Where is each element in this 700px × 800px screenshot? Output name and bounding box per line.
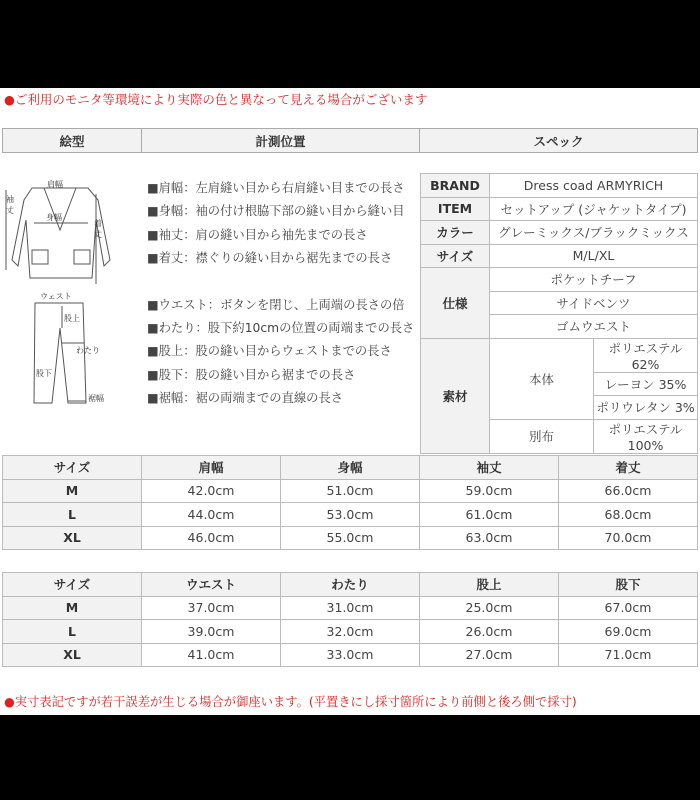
label-inseam: 股下 (36, 369, 52, 378)
spec-label-features: 仕様 (421, 268, 490, 339)
col-header: 肩幅 (142, 456, 281, 480)
spec-feature: サイドベンツ (490, 291, 698, 315)
spec-material: ポリウレタン 3% (594, 396, 698, 420)
spec-other-label: 別布 (490, 419, 594, 453)
color-notice: ●ご利用のモニタ等環境により実際の色と異なって見える場合がございます (4, 92, 428, 107)
table-row (3, 479, 698, 503)
value-cell: 42.0cm (142, 479, 281, 503)
measurement-hem: ■裾幅：裾の両端までの直線の長さ (147, 391, 344, 405)
spec-label-item: ITEM (421, 197, 490, 221)
spec-feature: ポケットチーフ (490, 268, 698, 292)
value-cell: 66.0cm (559, 479, 698, 503)
value-cell: 61.0cm (420, 503, 559, 527)
value-cell: 26.0cm (420, 620, 559, 644)
measurement-waist: ■ウエスト：ボタンを閉じ、上両端の長さの倍 (147, 298, 405, 312)
value-cell: 27.0cm (420, 643, 559, 667)
label-length: 着丈 (94, 219, 102, 239)
measurement-notice: ●実寸表記ですが若干誤差が生じる場合が御座います。(平置きにし採寸箇所により前側と後ろ側で採寸) (4, 695, 577, 709)
size-cell: M (3, 596, 142, 620)
label-sleeve: 袖丈 (6, 195, 14, 215)
label-rise: 股上 (64, 314, 80, 323)
header-spec: スペック (420, 129, 698, 153)
table-row (3, 643, 698, 667)
spec-table (420, 173, 698, 454)
spec-label-color: カラー (421, 221, 490, 245)
section-header (2, 128, 698, 153)
measurement-inseam: ■股下：股の縫い目から裾までの長さ (147, 368, 356, 382)
col-header: 股下 (559, 573, 698, 597)
label-chest: 身幅 (46, 213, 62, 222)
col-header: サイズ (3, 573, 142, 597)
spec-label-size: サイズ (421, 244, 490, 268)
value-cell: 25.0cm (420, 596, 559, 620)
spec-color: グレーミックス/ブラックミックス (490, 221, 698, 245)
value-cell: 53.0cm (281, 503, 420, 527)
value-cell: 63.0cm (420, 526, 559, 550)
measurement-shoulder: ■肩幅：左肩縫い目から右肩縫い目までの長さ (147, 181, 405, 195)
col-header: 身幅 (281, 456, 420, 480)
product-size-page (0, 88, 700, 715)
value-cell: 31.0cm (281, 596, 420, 620)
col-header: 股上 (420, 573, 559, 597)
value-cell: 44.0cm (142, 503, 281, 527)
label-shoulder: 肩幅 (47, 180, 63, 189)
table-row (3, 620, 698, 644)
spec-material: レーヨン 35% (594, 372, 698, 396)
spec-material: ポリエステル 62% (594, 338, 698, 372)
value-cell: 59.0cm (420, 479, 559, 503)
value-cell: 67.0cm (559, 596, 698, 620)
value-cell: 32.0cm (281, 620, 420, 644)
spec-size: M/L/XL (490, 244, 698, 268)
label-waist: ウェスト (40, 292, 72, 301)
value-cell: 39.0cm (142, 620, 281, 644)
measurement-chest: ■身幅：袖の付け根脇下部の縫い目から縫い目 (147, 204, 405, 218)
spec-feature: ゴムウエスト (490, 315, 698, 339)
measurement-rise: ■股上：股の縫い目からウェストまでの長さ (147, 344, 392, 358)
spec-brand: Dress coad ARMYRICH (490, 174, 698, 198)
label-hem: 裾幅 (88, 394, 104, 403)
value-cell: 33.0cm (281, 643, 420, 667)
table-row (3, 503, 698, 527)
measurement-sleeve: ■袖丈：肩の縫い目から袖先までの長さ (147, 228, 368, 242)
value-cell: 68.0cm (559, 503, 698, 527)
header-measurement: 計測位置 (142, 129, 420, 153)
value-cell: 70.0cm (559, 526, 698, 550)
spec-label-brand: BRAND (421, 174, 490, 198)
size-cell: L (3, 620, 142, 644)
table-row (3, 596, 698, 620)
label-thigh: わたり (76, 346, 100, 355)
size-cell: L (3, 503, 142, 527)
pants-size-table (2, 572, 698, 667)
spec-other-material: ポリエステル 100% (594, 419, 698, 453)
jacket-size-table (2, 455, 698, 550)
table-header-row (3, 573, 698, 597)
table-row (3, 526, 698, 550)
table-header-row (3, 456, 698, 480)
col-header: わたり (281, 573, 420, 597)
size-cell: XL (3, 643, 142, 667)
value-cell: 55.0cm (281, 526, 420, 550)
col-header: 着丈 (559, 456, 698, 480)
value-cell: 41.0cm (142, 643, 281, 667)
measurement-thigh: ■わたり：股下約10cmの位置の両端までの長さ (147, 321, 415, 335)
value-cell: 69.0cm (559, 620, 698, 644)
spec-item: セットアップ (ジャケットタイプ) (490, 197, 698, 221)
size-cell: XL (3, 526, 142, 550)
spec-main-label: 本体 (490, 338, 594, 419)
col-header: 袖丈 (420, 456, 559, 480)
value-cell: 37.0cm (142, 596, 281, 620)
header-illustration: 絵型 (3, 129, 142, 153)
spec-label-material: 素材 (421, 338, 490, 453)
value-cell: 51.0cm (281, 479, 420, 503)
value-cell: 71.0cm (559, 643, 698, 667)
size-cell: M (3, 479, 142, 503)
measurement-length: ■着丈：襟ぐりの縫い目から裾先までの長さ (147, 251, 393, 265)
col-header: サイズ (3, 456, 142, 480)
value-cell: 46.0cm (142, 526, 281, 550)
col-header: ウエスト (142, 573, 281, 597)
